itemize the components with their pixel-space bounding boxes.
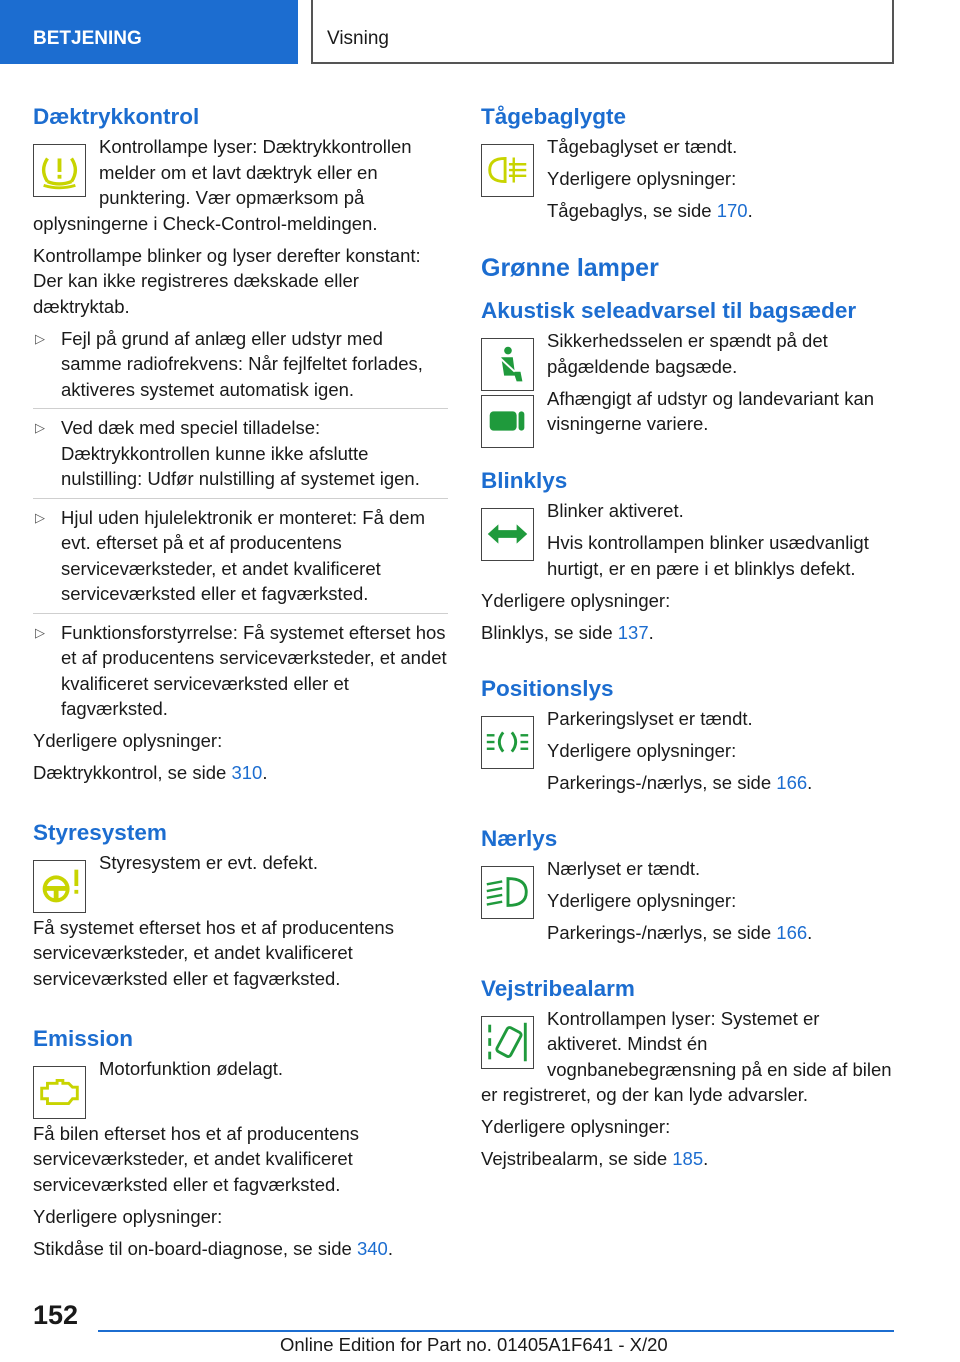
list-item [33,408,448,492]
reference-line: Vejstribealarm, se side 185. [481,1148,709,1169]
parking-light-text: Parkeringslyset er tændt. [547,707,753,729]
reference-text: Parkerings-/nærlys, se side [547,771,777,793]
header-chapter-tab [311,0,894,64]
rear-seat-icon [481,395,534,448]
list-item-text: Hjul uden hjulelektronik er monteret: Få dem evt. efterset på et af producentens serviceværksteder, et andet kvalificeret serviceværksted eller et fagværksted. [61,506,426,604]
low-beam-icon [481,866,534,919]
reference-line: Dæktrykkontrol, se side 310. [33,761,268,783]
lane-departure-text: Kontrollampen lyser: Systemet er aktiveret. Mindst én vognbanebegrænsning på en side af bilen er registreret, og der kan lyde advarsler. [481,1007,892,1105]
more-info-label: Yderligere oplysninger: [547,889,737,911]
steering-heading: Styresystem [33,819,167,845]
more-info-label: Yderligere oplysninger: [547,168,737,189]
reference-line: Blinklys, se side 137. [481,621,654,643]
reference-line: Tågebaglys, se side 170. [547,200,753,221]
emission-heading: Emission [33,1025,134,1051]
rear-fog-text: Tågebaglyset er tændt. [547,136,738,157]
reference-text: Stikdåse til on-board-diagnose, se side [33,1237,357,1259]
page-link-170[interactable]: 170 [716,200,748,221]
left-column [33,100,448,1268]
steering-icon [33,860,86,913]
seatbelt-heading: Akustisk seleadvarsel til bagsæder [481,298,857,323]
more-info-label: Yderligere oplysninger: [481,589,671,611]
emission-text-2: Få bilen efterset hos et af producentens serviceværksteder, et andet kvalificeret serviceværksted eller et fagværksted. [33,1122,360,1195]
header-section-label: BETJENING [33,28,142,49]
low-beam-text: Nærlyset er tændt. [547,857,701,879]
reference-line: Stikdåse til on-board-diagnose, se side 340. [33,1237,393,1259]
engine-icon [33,1066,86,1119]
tire-pressure-heading: Dæktrykkontrol [33,104,200,129]
steering-text-1: Styresystem er evt. defekt. [99,851,318,873]
lane-departure-icon [481,1016,534,1069]
reference-text: Dæktrykkontrol, se side [33,761,232,783]
lane-departure-heading: Vejstribealarm [481,975,635,1001]
footer-edition: Online Edition for Part no. 01405A1F641 - X/20 [280,1334,668,1355]
low-beam-heading: Nærlys [481,825,558,851]
rear-fog-icon [481,144,534,197]
list-item [33,613,448,722]
reference-text: Tågebaglys, se side [547,200,717,221]
header-section-tab [0,0,298,64]
page-link-137[interactable]: 137 [617,621,649,643]
list-item [33,326,448,403]
tire-pressure-list [33,326,448,722]
steering-text-2: Få systemet efterset hos et af producentens serviceværksteder, et andet kvalificeret serviceværksted eller et fagværksted. [33,916,394,989]
seatbelt-text-1: Sikkerhedsselen er spændt på det pågældende bagsæde. [547,330,828,377]
reference-line: Parkerings-/nærlys, se side 166. [547,771,813,793]
list-item-text: Funktionsforstyrrelse: Få systemet efterset hos et af producentens serviceværksteder, et andet kvalificeret serviceværksted eller et fagværksted. [61,621,447,719]
triangle-bullet-icon: ▷ [35,330,45,346]
more-info-label: Yderligere oplysninger: [33,729,223,751]
parking-light-icon [481,716,534,769]
tire-pressure-text-2: Kontrollampe blinker og lyser derefter konstant: Der kan ikke registreres dækskade eller dæktryktab. [33,244,421,317]
triangle-bullet-icon: ▷ [35,420,45,435]
header-chapter-label: Visning [327,28,389,49]
reference-text: Parkerings-/nærlys, se side [547,921,777,943]
more-info-label: Yderligere oplysninger: [547,739,737,761]
page-link-310[interactable]: 310 [231,761,263,783]
triangle-bullet-icon: ▷ [35,624,45,640]
list-item-text: Ved dæk med speciel tilladelse: Dæktrykkontrollen kunne ikke afslutte nulstilling: Udfør nulstilling af systemet igen. [61,417,420,489]
right-column [481,100,896,1178]
triangle-bullet-icon: ▷ [35,509,45,525]
rear-fog-heading: Tågebaglygte [481,104,627,129]
seatbelt-text-2: Afhængigt af udstyr og landevariant kan visningerne variere. [547,387,875,434]
tire-pressure-icon [33,144,86,197]
list-item-text: Fejl på grund af anlæg eller udstyr med samme radiofrekvens: Når fejlfeltet forlades, aktiveres systemet automatisk igen. [61,327,423,400]
reference-line: Parkerings-/nærlys, se side 166. [547,921,813,943]
turn-signal-icon [481,508,534,561]
page-link-166[interactable]: 166 [776,921,808,943]
turn-signal-text-2: Hvis kontrollampen blinker usædvanligt hurtigt, er en pære i et blinklys defekt. [547,532,869,579]
turn-signal-heading: Blinklys [481,468,568,493]
emission-text-1: Motorfunktion ødelagt. [99,1057,284,1079]
page-number: 152 [33,1300,79,1330]
more-info-label: Yderligere oplysninger: [33,1205,223,1227]
parking-light-heading: Positionslys [481,675,614,701]
page-link-340[interactable]: 340 [356,1237,388,1259]
tire-pressure-text-1: Kontrollampe lyser: Dæktrykkontrollen melder om et lavt dæktryk eller en punktering. Vær opmærksom på oplysningerne i Check-Control-meldingen. [33,136,412,234]
more-info-label: Yderligere oplysninger: [481,1116,671,1137]
green-lamps-heading: Grønne lamper [481,254,659,282]
reference-text: Vejstribealarm, se side [481,1148,673,1169]
seatbelt-icon [481,338,534,391]
turn-signal-text-1: Blinker aktiveret. [547,500,684,521]
page-link-166[interactable]: 166 [776,771,808,793]
page-link-185[interactable]: 185 [672,1148,704,1169]
list-item [33,498,448,607]
reference-text: Blinklys, se side [481,621,618,643]
footer-divider [98,1330,894,1332]
